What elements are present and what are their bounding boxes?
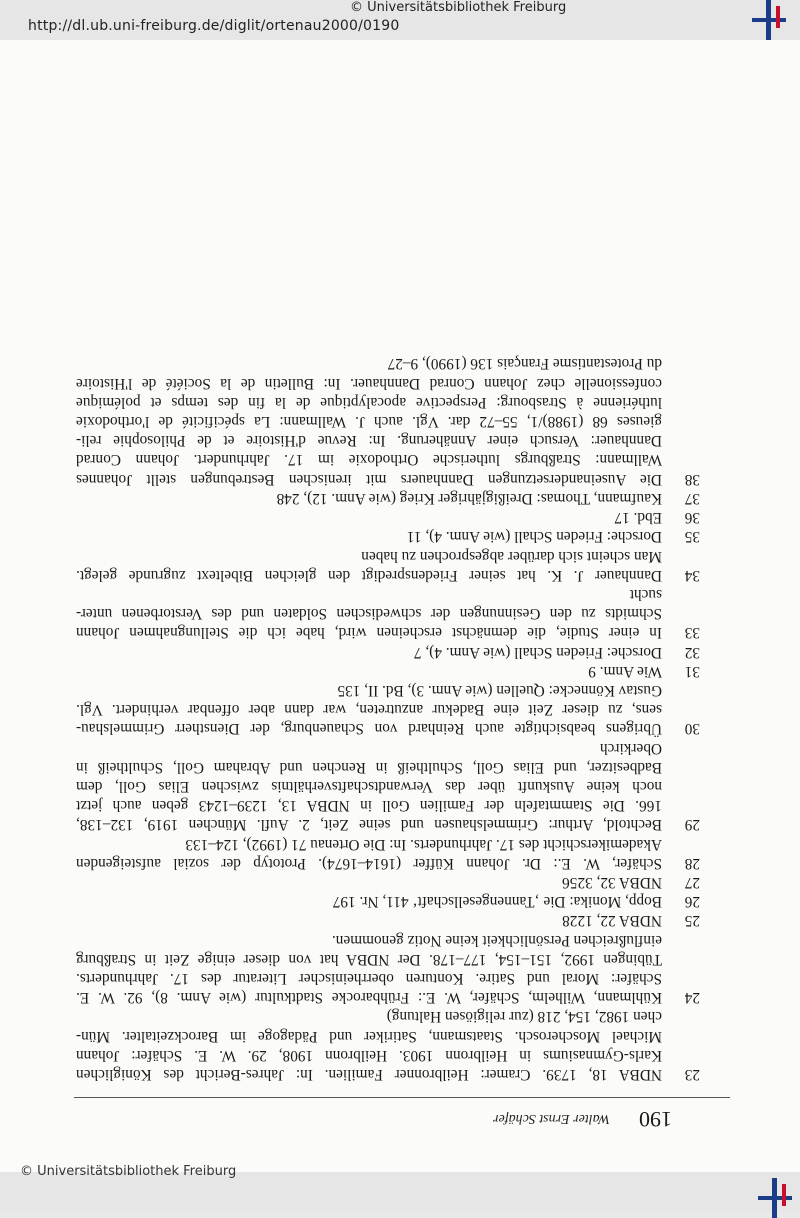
footnote <box>76 873 700 892</box>
footnote-line: chen 1982, 154, 218 (zur religiösen Haltung) <box>386 1008 662 1026</box>
footnote-number: 36 <box>684 509 700 527</box>
footnote-line: Akademikerschicht des 17. Jahrhunderts. In: Die Ortenau 71 (1992), 124–133 <box>185 835 662 853</box>
footnote <box>76 681 700 739</box>
footnote-line: Schmidts zu den Gesinnungen der schwedischen Soldaten und des Verstorbenen unter- <box>76 605 662 623</box>
footnote-line: Übrigens beabsichtigte auch Reinhard von Schauenburg, der Dienstherr Grimmelshau- <box>76 720 662 738</box>
page-content <box>0 40 800 1172</box>
footnote-line: Die Auseinandersetzungen Dannhauers mit irenischen Bestrebungen stellt Johannes <box>76 470 662 488</box>
footnote-line: sens, zu dieser Zeit eine Badekur anzutreten, war dann aber offenbar verhindert. Vgl. <box>76 701 662 719</box>
footnote-line: Bopp, Monika: Die ‚Tannengesellschaft‘ 411, Nr. 197 <box>332 893 662 911</box>
footnote-number: 24 <box>684 989 700 1007</box>
footnote <box>76 930 700 1007</box>
footnote-line: 166. Die Stammtafeln der Familien Goll in NDBA 13, 1239–1243 geben auch jetzt <box>76 797 662 815</box>
page-number: 190 <box>639 1107 672 1132</box>
footnote-line: Badbesitzer, und Elias Goll, Schultheiß in Renchen und Abraham Goll, Schultheiß in <box>76 758 662 776</box>
footnote-line: Dannhauer: Versuch einer Annäherung. In: Revue d'Histoire et de Philosophie reli- <box>76 432 662 450</box>
viewer-header <box>0 0 800 40</box>
footnote <box>76 1007 700 1084</box>
footnote <box>76 585 700 643</box>
footnote <box>76 527 700 546</box>
footnote-number: 27 <box>684 873 700 891</box>
library-logo-icon <box>754 1178 796 1218</box>
footnote-line: Oberkirch <box>599 739 662 757</box>
footnote-line: Kühlmann, Wilhelm, Schäfer, W. E.: Frühbarocke Stadtkultur (wie Anm. 8), 92. W. E. <box>76 989 662 1007</box>
footnote-number: 23 <box>684 1066 700 1083</box>
footnote <box>76 892 700 911</box>
footnote-line: Gustav Könnecke: Quellen (wie Anm. 3), Bd. II, 135 <box>337 681 662 699</box>
footnote-line: Bechtold, Arthur: Grimmelshausen und seine Zeit, 2. Aufl. München 1919, 132–138, <box>76 816 662 834</box>
footnote-number: 32 <box>684 643 700 661</box>
footnote-line: Ebd. 17 <box>614 509 662 527</box>
footnote-number: 34 <box>684 566 700 584</box>
footnote-number: 37 <box>684 489 700 507</box>
footnote-line: Karls-Gymnasiums in Heilbronn 1903. Heilbronn 1908, 29. W. E. Schäfer: Johann <box>76 1046 662 1064</box>
footnote-line: NDBA 18, 1739. Cramer: Heilbronner Familien. In: Jahres-Bericht des Königlichen <box>76 1066 662 1083</box>
footnote-line: Wallmann: Straßburgs lutherische Orthodoxie im 17. Jahrhundert. Johann Conrad <box>76 451 662 469</box>
source-url[interactable]: http://dl.ub.uni-freiburg.de/diglit/ortenau2000/0190 <box>28 18 400 34</box>
footnote <box>76 662 700 681</box>
footnote <box>76 911 700 930</box>
footnote-line: Schäfer: Moral und Satire. Konturen oberrheinischer Literatur des 17. Jahrhunderts. <box>76 969 662 987</box>
footnote-line: Man scheint sich darüber abgesprochen zu haben <box>361 547 662 565</box>
footnote-number: 29 <box>684 816 700 834</box>
footnote-line: In einer Studie, die demnächst erscheinen wird, habe ich die Stellungnahmen Johann <box>76 624 662 642</box>
footnote <box>76 834 700 872</box>
footnote-line: einflußreichen Persönlichkeit keine Notiz genommen. <box>331 931 662 949</box>
footnote-line: Wie Anm. 9 <box>588 662 662 680</box>
scanned-page <box>0 40 800 1172</box>
running-head-author: Walter Ernst Schäfer <box>493 1111 610 1126</box>
endnotes <box>76 354 700 1084</box>
footnote-line: NDBA 32, 3256 <box>562 873 662 891</box>
library-credit-bottom: © Universitätsbibliothek Freiburg <box>20 1164 237 1179</box>
library-credit: © Universitätsbibliothek Freiburg <box>350 0 567 15</box>
footnote-line: sucht <box>629 585 662 603</box>
viewer-footer <box>0 1164 800 1212</box>
footnote-number: 30 <box>684 720 700 738</box>
running-head <box>74 1097 730 1138</box>
footnote <box>76 738 700 834</box>
footnote <box>76 508 700 527</box>
footnote-line: Dorsche: Frieden Schall (wie Anm. 4), 11 <box>406 528 662 546</box>
footnote-line: gieuses 68 (1988)/1, 55–72 dar. Vgl. auch J. Wallmann: La spécificité de l'orthodoxie <box>76 413 662 431</box>
footnote-number: 33 <box>684 624 700 642</box>
footnote-line: Dorsche: Frieden Schall (wie Anm. 4), 7 <box>413 643 662 661</box>
footnote-number: 28 <box>684 854 700 872</box>
footnote-number: 26 <box>684 893 700 911</box>
footnote-line: noch keine Auskunft über das Verwandtschaftsverhältnis zwischen Elias Goll, dem <box>76 777 662 795</box>
footnote <box>76 489 700 508</box>
footnote <box>76 354 700 488</box>
footnote-line: NDBA 22, 1228 <box>562 912 662 930</box>
footnote-line: Schäfer, W. E.: Dr. Johann Küffer (1614–1674). Prototyp der sozial aufsteigenden <box>76 854 662 872</box>
footnote-line: Dannhauer J. K. hat seiner Friedenspredigt den gleichen Bibeltext zugrunde gelegt. <box>76 566 662 584</box>
footnote <box>76 642 700 661</box>
footnote-line: Michael Moscherosch. Staatsmann, Satiriker und Pädagoge im Barockzeitalter. Mün- <box>76 1027 662 1045</box>
footnote-line: Tübingen 1992, 151–154, 177–178. Der NDBA hat von dieser einige Zeit in Straßburg <box>76 950 662 968</box>
footnote-line: du Protestantisme Français 136 (1990), 9–27 <box>387 355 662 373</box>
footnote-number: 38 <box>684 470 700 488</box>
footnote-number: 25 <box>684 912 700 930</box>
footnote-line: Kaufmann, Thomas: Dreißigjähriger Krieg (wie Anm. 12), 248 <box>276 489 662 507</box>
library-logo-icon <box>748 0 790 40</box>
footnote <box>76 546 700 584</box>
footnote-line: confessionelle chez Johann Conrad Dannhauer. In: Bulletin de la Société de l'Histoire <box>76 374 662 392</box>
footnote-number: 31 <box>684 662 700 680</box>
footnote-number: 35 <box>684 528 700 546</box>
footnote-line: luthérienne à Strasbourg: Perspective apocalyptique de la fin des temps et polémique <box>76 393 662 411</box>
